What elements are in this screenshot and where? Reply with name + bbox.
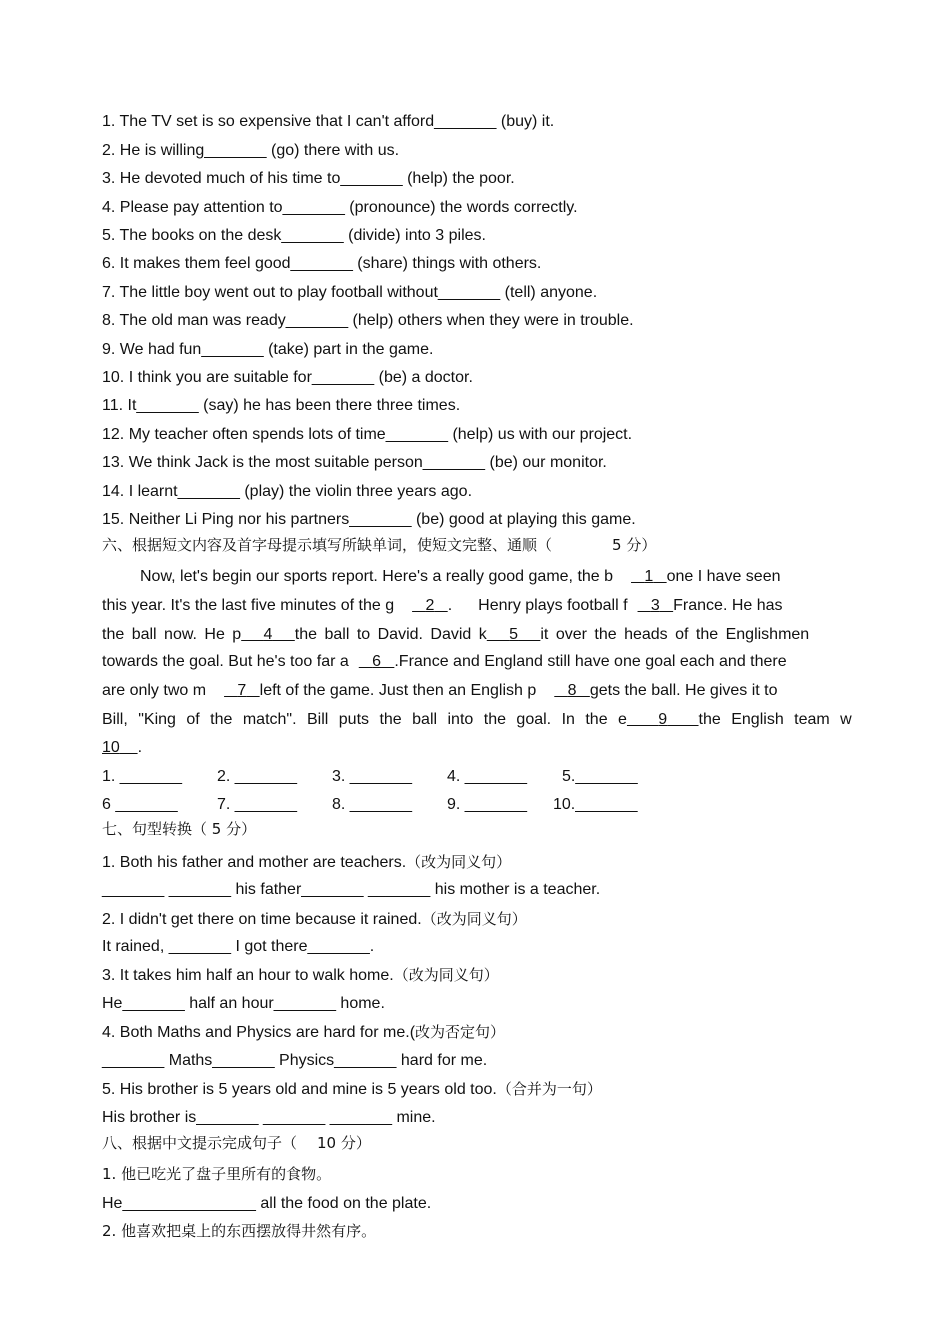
answer-slot: 5._______ [562, 768, 638, 785]
s6-heading [102, 535, 847, 555]
passage-line-3 [102, 625, 847, 645]
answer-slot: 8. _______ [332, 796, 413, 813]
passage-text: .France and England still have one goal each and there [394, 653, 787, 670]
passage-text: towards the goal. But he's too far a [102, 653, 349, 670]
blank-8 [554, 682, 590, 699]
blank-10 [102, 739, 138, 756]
s7-heading: 七、句型转换（ 5 分） [102, 820, 257, 838]
passage-text: . [447, 597, 453, 614]
blank-number: 2 [425, 597, 435, 614]
blank-3 [638, 597, 674, 614]
passage-text: the ball now. He p [102, 626, 242, 643]
s5-item-14: 14. I learnt_______ (play) the violin three years ago. [102, 483, 473, 500]
passage-line-2 [102, 596, 847, 616]
question-text: 1. Both his father and mother are teachers. [102, 854, 407, 871]
answer-slot: 2. _______ [217, 768, 298, 785]
blank-number: 7 [237, 682, 247, 699]
s5-item-10: 10. I think you are suitable for_______ (be) a doctor. [102, 369, 473, 386]
s5-item-13: 13. We think Jack is the most suitable person_______ (be) our monitor. [102, 454, 607, 471]
question-text: 5. His brother is 5 years old and mine is 5 years old too. [102, 1081, 497, 1098]
s8-heading [102, 1133, 847, 1153]
answer-slot: 6 _______ [102, 796, 178, 813]
s8-q1: 1. 他已吃光了盘子里所有的食物。 [102, 1165, 332, 1183]
s7-a2: It rained, _______ I got there_______. [102, 938, 375, 955]
passage-line-1 [102, 567, 847, 587]
answer-slot: 3. _______ [332, 768, 413, 785]
blank-5 [487, 626, 541, 643]
passage-text: left of the game. Just then an English p [259, 682, 537, 699]
passage-text: it over the heads of the Englishmen [540, 626, 810, 643]
blank-number: 6 [372, 653, 382, 670]
s8-heading-text: 八、根据中文提示完成句子（ [102, 1134, 298, 1152]
passage-text: Now, let's begin our sports report. Here's a really good game, the b [140, 568, 614, 585]
s7-q4 [102, 1022, 847, 1043]
s5-item-12: 12. My teacher often spends lots of time_______ (help) us with our project. [102, 426, 633, 443]
blank-number: 3 [650, 597, 660, 614]
s5-item-9: 9. We had fun_______ (take) part in the game. [102, 341, 434, 358]
passage-line-6 [102, 710, 852, 730]
blank-number: 4 [263, 626, 273, 643]
passage-text: Bill, "King of the match". Bill puts the ball into the goal. In the e [102, 711, 627, 728]
blank-7 [224, 682, 260, 699]
passage-text: this year. It's the last five minutes of the g [102, 597, 395, 614]
s5-item-15: 15. Neither Li Ping nor his partners_______ (be) good at playing this game. [102, 511, 636, 528]
s7-q5 [102, 1079, 847, 1100]
s5-item-4: 4. Please pay attention to_______ (pronounce) the words correctly. [102, 199, 578, 216]
passage-text: France. He has [673, 597, 783, 614]
s5-item-8: 8. The old man was ready_______ (help) others when they were in trouble. [102, 312, 634, 329]
s8-q2: 2. 他喜欢把桌上的东西摆放得井然有序。 [102, 1222, 377, 1240]
answer-slot: 1. _______ [102, 768, 183, 785]
passage-text: gets the ball. He gives it to [589, 682, 778, 699]
blank-number: 5 [509, 626, 519, 643]
question-text: 2. I didn't get there on time because it rained. [102, 911, 422, 928]
s5-item-6: 6. It makes them feel good_______ (share) things with others. [102, 255, 542, 272]
s7-a4: _______ Maths_______ Physics_______ hard for me. [102, 1052, 488, 1069]
question-note: （合并为一句） [496, 1080, 602, 1098]
passage-text: Henry plays football f [478, 597, 628, 614]
s5-item-2: 2. He is willing_______ (go) there with us. [102, 142, 400, 159]
passage-text: the ball to David. David k [294, 626, 487, 643]
passage-text: . [137, 739, 143, 756]
passage-line-4 [102, 652, 847, 672]
blank-number: 1 [644, 568, 654, 585]
passage-text: are only two m [102, 682, 207, 699]
answer-slot: 10._______ [553, 796, 638, 813]
blank-4 [241, 626, 295, 643]
blank-number: 10 [102, 739, 120, 756]
blank-1 [631, 568, 667, 585]
s6-heading-text: 六、根据短文内容及首字母提示填写所缺单词，使短文完整、通顺（ [102, 536, 553, 554]
s8-heading-points: 10 分） [317, 1134, 371, 1152]
answer-slot: 4. _______ [447, 768, 528, 785]
question-note: （改为同义句） [393, 966, 499, 984]
s7-a5: His brother is_______ _______ _______ mine. [102, 1109, 436, 1126]
blank-6 [359, 653, 395, 670]
blank-2 [412, 597, 448, 614]
s5-item-1: 1. The TV set is so expensive that I can't afford_______ (buy) it. [102, 113, 555, 130]
answer-slot: 7. _______ [217, 796, 298, 813]
question-note: 改为否定句） [415, 1023, 506, 1041]
passage-text: one I have seen [666, 568, 781, 585]
s7-q3 [102, 965, 847, 986]
s5-item-3: 3. He devoted much of his time to_______ (help) the poor. [102, 170, 515, 187]
s8-a1: He_______________ all the food on the plate. [102, 1195, 432, 1212]
s5-item-11: 11. It_______ (say) he has been there three times. [102, 397, 461, 414]
question-note: （改为同义句） [421, 910, 527, 928]
blank-9 [627, 711, 699, 728]
blank-number: 9 [658, 711, 668, 728]
s7-q2 [102, 909, 847, 930]
s7-q1 [102, 852, 847, 873]
s7-a3: He_______ half an hour_______ home. [102, 995, 385, 1012]
s7-a1: _______ _______ his father_______ _______ his mother is a teacher. [102, 881, 601, 898]
answer-slot: 9. _______ [447, 796, 528, 813]
question-note: （改为同义句） [406, 853, 512, 871]
question-text: 3. It takes him half an hour to walk home. [102, 967, 394, 984]
passage-line-5 [102, 681, 847, 701]
passage-line-7 [102, 738, 847, 758]
s6-heading-points: 5 分） [612, 536, 657, 554]
question-text: 4. Both Maths and Physics are hard for me.( [102, 1024, 416, 1041]
passage-text: the English team w [698, 711, 852, 728]
s5-item-5: 5. The books on the desk_______ (divide) into 3 piles. [102, 227, 486, 244]
s5-item-7: 7. The little boy went out to play football without_______ (tell) anyone. [102, 284, 598, 301]
blank-number: 8 [567, 682, 577, 699]
